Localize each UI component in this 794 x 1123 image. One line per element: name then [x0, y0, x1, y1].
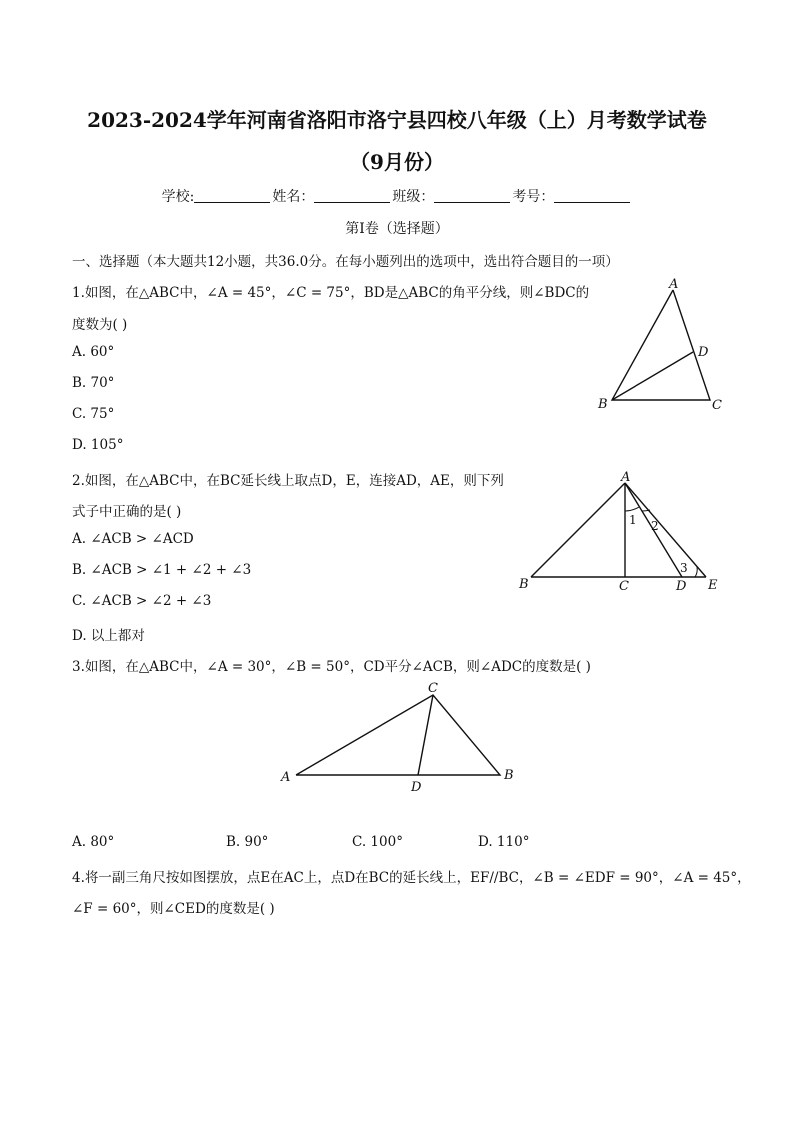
q2-triangle-figure [512, 466, 732, 596]
q2-option-a: A. ∠ACB > ∠ACD [72, 531, 194, 547]
q3-label-a: A [281, 770, 291, 785]
q1-option-a: A. 60° [72, 344, 115, 360]
q3-label-b: B [504, 768, 514, 783]
q1-label-a: A [669, 277, 679, 292]
q4-text-line1: 4.将一副三角尺按如图摆放，点E在AC上，点D在BC的延长线上，EF//BC，∠B = ∠EDF = 90°，∠A = 45°， [72, 870, 751, 886]
section-title: 一、选择题（本大题共12小题，共36.0分。在每小题列出的选项中，选出符合题目的一项） [72, 254, 619, 270]
q2-angle-3: 3 [680, 561, 688, 575]
q1-label-b: B [598, 397, 608, 412]
q1-option-c: C. 75° [72, 406, 115, 422]
q2-text-line1: 2.如图，在△ABC中，在BC延长线上取点D，E，连接AD，AE，则下列 [72, 473, 504, 489]
q1-label-d: D [698, 345, 709, 360]
q3-option-a: A. 80° [72, 834, 115, 850]
student-info-line [0, 186, 794, 206]
exam-subtitle: （9月份） [350, 150, 444, 174]
q2-option-b: B. ∠ACB > ∠1 + ∠2 + ∠3 [72, 562, 252, 578]
q2-angle-2: 2 [651, 519, 659, 533]
q1-label-c: C [712, 398, 722, 413]
q1-triangle-figure [590, 275, 730, 420]
q2-text-line2: 式子中正确的是( ) [72, 504, 182, 520]
q1-text-line1: 1.如图，在△ABC中，∠A = 45°，∠C = 75°，BD是△ABC的角平分线，则∠BDC的 [72, 285, 590, 301]
q1-option-d: D. 105° [72, 437, 124, 453]
q2-option-c: C. ∠ACB > ∠2 + ∠3 [72, 593, 212, 609]
q2-label-a: A [621, 470, 631, 485]
q3-label-d: D [411, 780, 422, 795]
q1-text-line2: 度数为( ) [72, 317, 128, 333]
name-blank [314, 188, 390, 203]
number-label: 考号： [512, 189, 555, 205]
part-title: 第Ⅰ卷（选择题） [345, 221, 449, 237]
q3-option-b: B. 90° [226, 834, 269, 850]
class-label: 班级： [392, 189, 435, 205]
q2-label-e: E [708, 578, 718, 593]
school-blank [194, 188, 270, 203]
q4-text-line2: ∠F = 60°，则∠CED的度数是( ) [72, 901, 275, 917]
q2-option-d: D. 以上都对 [72, 628, 145, 644]
q3-text-line1: 3.如图，在△ABC中，∠A = 30°，∠B = 50°，CD平分∠ACB，则∠ADC的度数是( ) [72, 659, 591, 675]
q3-label-c: C [428, 681, 438, 696]
exam-title: 2023-2024学年河南省洛阳市洛宁县四校八年级（上）月考数学试卷 [87, 108, 707, 132]
school-label: 学校: [161, 189, 195, 205]
q3-triangle-figure [278, 675, 518, 795]
q1-option-b: B. 70° [72, 375, 115, 391]
number-blank [554, 188, 630, 203]
q3-option-d: D. 110° [478, 834, 530, 850]
q3-option-c: C. 100° [352, 834, 403, 850]
q2-label-c: C [619, 579, 629, 594]
name-label: 姓名： [272, 189, 315, 205]
q2-label-b: B [519, 577, 529, 592]
q2-label-d: D [676, 579, 687, 594]
q2-angle-1: 1 [629, 513, 637, 527]
class-blank [434, 188, 510, 203]
